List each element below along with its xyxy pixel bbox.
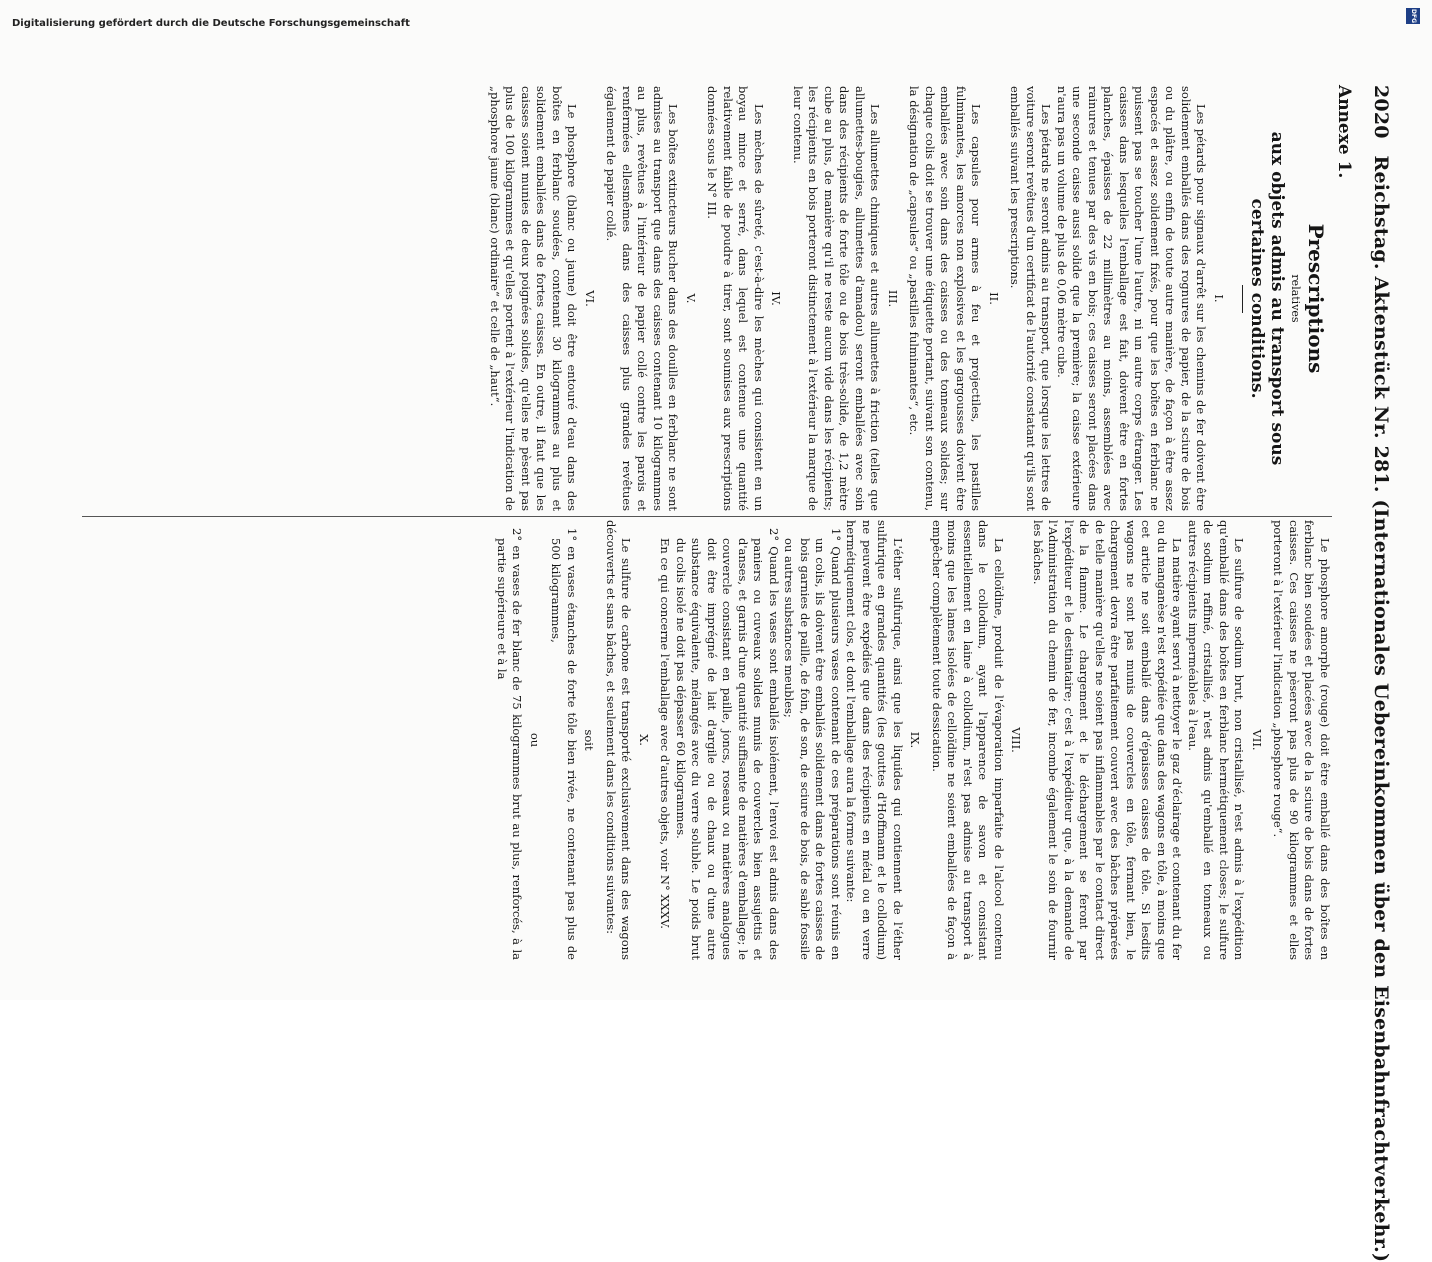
section-number: III. — [886, 289, 900, 308]
section-number: IV. — [769, 291, 784, 306]
section-x — [494, 520, 652, 960]
running-title: Reichstag. Aktenstück Nr. 281. (Internationales Uebereinkommen über den Eisenbahnfrachtverkehr.) — [1370, 155, 1392, 1262]
section-iii — [790, 86, 901, 511]
list-item: 2° Quand les vases sont emballés isolément, l'envoi est admis dans des paniers ou cuveaux solides munis de couvercles bien assujettis et d'anses, et garnis d'une quantité suffisante de matières d'emballage; le couvercle consistant en paille, joncs, roseaux ou matières analogues doit être imprégné de lait d'argile ou de chaux ou d'une autre substance équivalente, mélangés avec du verre soluble. Le poids brut du colis isolé ne doit pas dépasser 60 kilogrammes. — [674, 528, 781, 960]
section-i — [1007, 86, 1226, 511]
column-divider — [82, 516, 1332, 517]
paragraph: Les mèches de sûreté, c'est-à-dire les mèches qui consistent en un boyau mince et serré, dans lequel est contenue une quantité relativement faible de poudre à tirer, sont soumises aux prescriptions données sous le N° III. — [705, 86, 766, 511]
paragraph: Les boîtes extincteurs Bucher dans des douilles en ferblanc ne sont admises au transport que dans des caisses contenant 10 kilogrammes au plus, revêtues à l'intérieur de papier collé contre les parois et renfermées ellesmêmes dans des caisses plus grandes revêtues également de papier collé. — [604, 86, 681, 511]
paragraph: Le phosphore (blanc ou jaune) doit être entouré d'eau dans des boîtes en ferblanc soudées, contenant 30 kilogrammes au plus et solidement emballées dans de fortes caisses. En outre, il faut que les caisses soient munies de deux poignées solides, qu'elles ne pèsent pas plus de 100 kilogrammes et qu'elles portent à l'extérieur l'indication de „phosphore jaune (blanc) ordinaire“ et celle de „haut“. — [488, 86, 580, 511]
section-number: X. — [637, 734, 651, 746]
section-number: II. — [987, 292, 1001, 305]
paragraph: Les capsules pour armes à feu et projectiles, les pastilles fulminantes, les amorces non explosives et les gargousses doivent être emballées avec soin dans des caisses ou des tonneaux solides; sur chaque colis doit se trouver une étiquette portant, suivant son contenu, la désignation de „capsules“ ou „pastilles fulminantes“, etc. — [907, 86, 984, 511]
paragraph: En ce qui concerne l'emballage avec d'autres objets, voir N° XXXV. — [658, 538, 673, 929]
section-viii — [929, 520, 1024, 960]
paragraph: Les pétards pour signaux d'arrêt sur les chemins de fer doivent être solidement emballés dans des rognures de papier, de la sciure de bois ou du plâtre, ou enfin de toute autre manière, de façon à être assez espacés et assez solidement fixés, pour que les boîtes en ferblanc ne puissent pas se toucher l'une l'autre, ni un autre corps étranger. Les caisses dans lesquelles l'emballage est fait, doivent être en fortes planches, épaisses de 22 millimètres au moins, assemblées avec rainures et tenues par des vis en bois; ces caisses seront placées dans une seconde caisse aussi solide que la première; la caisse extérieure n'aura pas un volume de plus de 0,06 mètre cube. — [1055, 86, 1209, 511]
paragraph: Le phosphore amorphe (rouge) doit être emballé dans des boîtes en ferblanc bien soudées et placées avec de la sciure de bois dans de fortes caisses. Ces caisses ne pèseront pas plus de 90 kilogrammes et elles porteront à l'extérieur l'indication „phosphore rouge“. — [1271, 520, 1332, 960]
section-number: IX. — [908, 731, 923, 749]
paragraph: Les allumettes chimiques et autres allumettes à friction (telles que allumettes-bougies, allumettes d'amadou) seront emballées avec soin dans des récipients de forte tôle ou de bois très-solide, de 1,2 mètre cube au plus, de manière qu'il ne reste aucun vide dans les récipients; les récipients en bois porteront distinctement à l'extérieur la marque de leur contenu. — [791, 86, 883, 511]
section-vii — [1030, 520, 1265, 960]
title-sub: relatives — [1289, 274, 1302, 323]
dfg-logo — [1406, 8, 1420, 24]
title-block — [1238, 86, 1328, 511]
section-phosphore-rouge — [1270, 520, 1332, 960]
section-number: I. — [1212, 294, 1226, 303]
list-item: 1° Quand plusieurs vases contenant de ces préparations sont réunis en un colis, ils doivent être emballés solidement dans de fortes caisses de bois garnies de paille, de foin, de son, de sciure de bois, de sable fossile ou autres substances meubles; — [782, 528, 843, 960]
section-number: VI. — [583, 290, 597, 307]
section-number: V. — [684, 293, 698, 304]
right-column — [494, 520, 1333, 960]
left-column — [487, 86, 1233, 511]
list-item: 1° en vases étanches de forte tôle bien rivée, ne contenant pas plus de 500 kilogrammes, — [549, 528, 579, 960]
dfg-logo-text: DFG — [1410, 8, 1417, 23]
section-number: VIII. — [1009, 727, 1024, 753]
title-second: aux objets admis au transport sous certaines conditions. — [1247, 131, 1287, 466]
list-item: 2° en vases de fer blanc de 75 kilogrammes brut au plus, renforcés, à la partie supérieure et à la — [495, 528, 525, 960]
paragraph: Le sulfure de sodium brut, non cristallisé, n'est admis à l'expédition qu'emballé dans des boîtes en ferblanc hermétiquement closes; le sulfure de sodium raffiné, cristallisé, n'est admis qu'emballé en tonneaux ou autres récipients imperméables à l'eau. — [1186, 520, 1247, 960]
digitization-credit: Digitalisierung gefördert durch die Deutsche Forschungsgemeinschaft — [12, 18, 410, 29]
paragraph: Les pétards ne seront admis au transport, que lorsque les lettres de voiture seront revêtues d'un certificat de l'autorité constatant qu'ils sont emballés suivant les prescriptions. — [1008, 86, 1054, 511]
annex-label: Annexe 1. — [1334, 85, 1354, 179]
paragraph: Le sulfure de carbone est transporté exclusivement dans des wagons découverts et sans bâches, et seulement dans les conditions suivantes: — [604, 520, 634, 960]
page-header — [1362, 85, 1392, 1262]
paragraph: L'éther sulfurique, ainsi que les liquides qui contiennent de l'éther sulfurique en grandes quantités (les gouttes d'Hoffmann et le collodium) ne peuvent être expédiés que dans des récipients en métal ou en verre hermétiquement clos, et dont l'emballage aura la forme suivante: — [844, 520, 905, 960]
joiner-text: soit — [582, 729, 597, 751]
paragraph: La matière ayant servi à nettoyer le gaz d'éclairage et contenant du fer ou du manganèse n'est expédiée que dans des wagons en tôle, à moins que cet article ne soit emballé dans d'épaisses caisses de tôle. Si lesdits wagons ne sont pas munis de couvercles en tôle, fermant bien, le chargement devra être parfaitement couvert avec des bâches préparées de telle manière qu'elles ne soient pas inflammables par le contact direct de la flamme. Le chargement et le déchargement se feront par l'expéditeur et le destinataire; c'est à l'expéditeur que, à la demande de l'Administration du chemin de fer, incombe également le soin de fournir les bâches. — [1031, 520, 1185, 960]
page-number: 2020 — [1370, 85, 1392, 139]
title-main: Prescriptions — [1304, 223, 1328, 374]
paragraph: La celloïdine, produit de l'évaporation imparfaite de l'alcool contenu dans le collodium, ayant l'apparence de savon et consistant essentiellement en laine à collodium, n'est pas admise au transport à moins que les lames isolées de celloïdine ne soient emballées de façon à empêcher complètement toute dessication. — [930, 520, 1006, 960]
section-v — [603, 86, 698, 511]
section-number: VII. — [1250, 729, 1264, 751]
section-iv — [704, 86, 784, 511]
section-vi — [487, 86, 598, 511]
section-ii — [906, 86, 1001, 511]
section-ix — [657, 520, 923, 960]
title-rule — [1242, 285, 1243, 313]
joiner-text: ou — [528, 732, 542, 748]
